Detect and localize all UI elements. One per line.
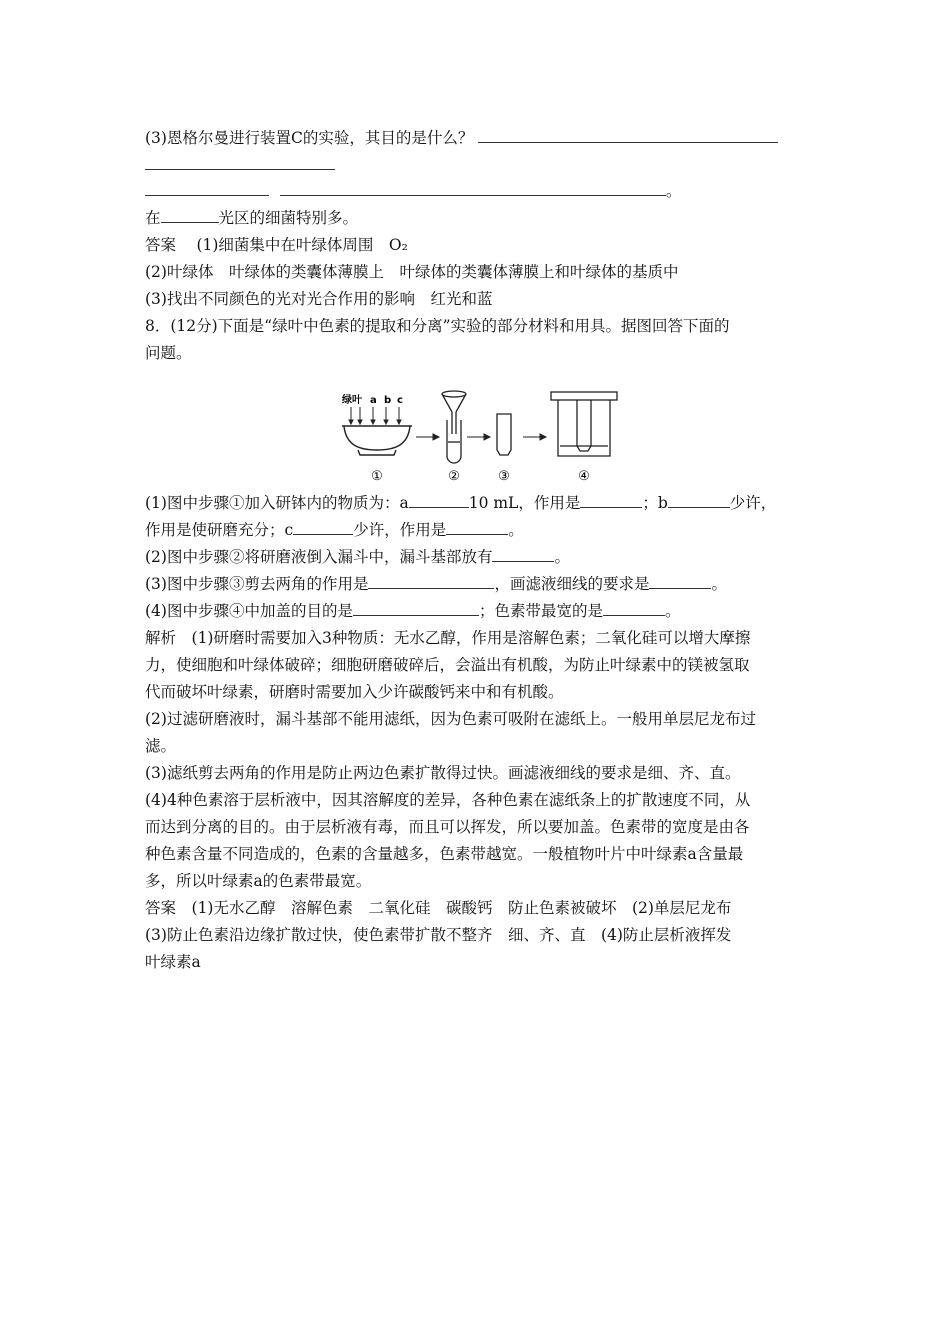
q8-stem-line-1: 8．(12分)下面是“绿叶中色素的提取和分离”实验的部分材料和用具。据图回答下面的 xyxy=(145,317,730,335)
text: 少许，作用是 xyxy=(353,521,447,539)
analysis-line-9: 种色素含量不同造成的，色素的含量越多，色素带越宽。一般植物叶片中叶绿素a含量最 xyxy=(145,845,744,863)
text: 。 xyxy=(711,575,727,593)
text: 。 xyxy=(554,548,570,566)
answer-blank xyxy=(368,574,494,589)
answer-blank xyxy=(409,493,469,508)
step-label-1: ① xyxy=(371,469,383,484)
answer-label: 答案 xyxy=(145,899,177,917)
analysis-line-1 xyxy=(145,628,750,648)
add-arrows xyxy=(349,407,401,424)
answer-blank xyxy=(668,493,730,508)
q8-sub1-line-1 xyxy=(145,493,776,513)
mortar-icon xyxy=(342,426,412,455)
label-a: a xyxy=(370,395,377,406)
period: 。 xyxy=(665,182,682,200)
q7-answer-line-2: (2)叶绿体 叶绿体的类囊体薄膜上 叶绿体的类囊体薄膜上和叶绿体的基质中 xyxy=(145,263,679,281)
analysis-line-2: 力，使细胞和叶绿体破碎；细胞研磨破碎后，会溢出有机酸，为防止叶绿素中的镁被氢取 xyxy=(145,656,750,674)
q7-blank-line-2 xyxy=(145,181,681,201)
answer-blank xyxy=(649,574,711,589)
answer-blank xyxy=(161,208,219,223)
answer-blank xyxy=(280,181,666,196)
analysis-line-10: 多，所以叶绿素a的色素带最宽。 xyxy=(145,872,372,890)
answer-line-1 xyxy=(145,898,731,918)
funnel-icon xyxy=(442,391,466,434)
q8-sub3-line xyxy=(145,574,727,594)
step-label-3: ③ xyxy=(498,469,510,484)
text: (1)图中步骤①加入研钵内的物质为：a xyxy=(145,494,409,512)
text: (2)图中步骤②将研磨液倒入漏斗中，漏斗基部放有 xyxy=(145,548,493,566)
q7-blank-line xyxy=(145,155,335,175)
text: 。 xyxy=(664,602,681,620)
analysis-label: 解析 xyxy=(145,629,177,647)
text: (4)图中步骤④中加盖的目的是 xyxy=(145,602,353,620)
answer-blank xyxy=(580,493,642,508)
analysis-line-8: 而达到分离的目的。由于层析液有毒，而且可以挥发，所以要加盖。色素带的宽度是由各 xyxy=(145,818,750,836)
answer-blank xyxy=(145,155,335,170)
text: 作用是使研磨充分；c xyxy=(145,521,294,539)
text: 10 mL，作用是 xyxy=(468,494,581,512)
text: ，画滤液细线的要求是 xyxy=(494,575,650,593)
label-c: c xyxy=(397,395,403,406)
arrow-icon xyxy=(523,434,546,440)
answer-line-3: 叶绿素a xyxy=(145,953,201,971)
q8-sub1-line-2 xyxy=(145,520,524,540)
beaker-icon xyxy=(551,392,617,456)
q7-answer-line-3: (3)找出不同颜色的光对光合作用的影响 红光和蓝 xyxy=(145,290,493,308)
experiment-figure xyxy=(336,384,626,484)
text: ；色素带最宽的是 xyxy=(478,602,603,620)
label-b: b xyxy=(384,395,392,406)
text: 少许， xyxy=(729,494,777,512)
analysis-line-6: (3)滤纸剪去两角的作用是防止两边色素扩散得过快。画滤液细线的要求是细、齐、直。 xyxy=(145,764,741,782)
answer-blank xyxy=(446,520,508,535)
text: (3)图中步骤③剪去两角的作用是 xyxy=(145,575,369,593)
q7-part3-question: (3)恩格尔曼进行装置C的实验，其目的是什么？ xyxy=(145,129,474,147)
q7-part3-line xyxy=(145,128,778,148)
step-label-4: ④ xyxy=(578,469,590,484)
arrow-icon xyxy=(467,434,490,440)
arrow-icon xyxy=(416,434,439,440)
answer-blank xyxy=(293,520,353,535)
text: 光区的细菌特别多。 xyxy=(218,209,359,227)
q8-sub2-line xyxy=(145,547,570,567)
label-leaf: 绿叶 xyxy=(342,395,362,406)
analysis-line-5: 滤。 xyxy=(145,737,177,755)
answer-blank xyxy=(492,547,554,562)
answer-blank xyxy=(145,181,269,196)
text: (1)研磨时需要加入3种物质：无水乙醇，作用是溶解色素；二氧化硅可以增大摩擦 xyxy=(176,629,751,647)
answer-line-2: (3)防止色素沿边缘扩散过快，使色素带扩散不整齐 细、齐、直 (4)防止层析液挥发 xyxy=(145,926,732,944)
filter-paper-strip-icon xyxy=(497,414,511,455)
answer-label: 答案 xyxy=(145,236,177,254)
answer-text: (1)细菌集中在叶绿体周围 O₂ xyxy=(196,236,408,254)
text: 。 xyxy=(508,521,524,539)
answer-blank xyxy=(478,128,778,143)
q7-region-line xyxy=(145,208,358,228)
q8-sub4-line xyxy=(145,601,681,621)
analysis-line-3: 代而破坏叶绿素，研磨时需要加入少许碳酸钙来中和有机酸。 xyxy=(145,683,564,701)
q7-answer-line-1 xyxy=(145,235,408,255)
text: ；b xyxy=(642,494,668,512)
analysis-line-7: (4)4种色素溶于层析液中，因其溶解度的差异，各种色素在滤纸条上的扩散速度不同，从 xyxy=(145,791,751,809)
answer-blank xyxy=(603,601,665,616)
analysis-line-4: (2)过滤研磨液时，漏斗基部不能用滤纸，因为色素可吸附在滤纸上。一般用单层尼龙布过 xyxy=(145,710,756,728)
text: 在 xyxy=(145,209,161,227)
answer-blank xyxy=(353,601,479,616)
q8-stem-line-2: 问题。 xyxy=(145,344,192,362)
text: (1)无水乙醇 溶解色素 二氧化硅 碳酸钙 防止色素被破坏 (2)单层尼龙布 xyxy=(176,899,732,917)
step-label-2: ② xyxy=(448,469,460,484)
test-tube-icon xyxy=(447,420,461,463)
